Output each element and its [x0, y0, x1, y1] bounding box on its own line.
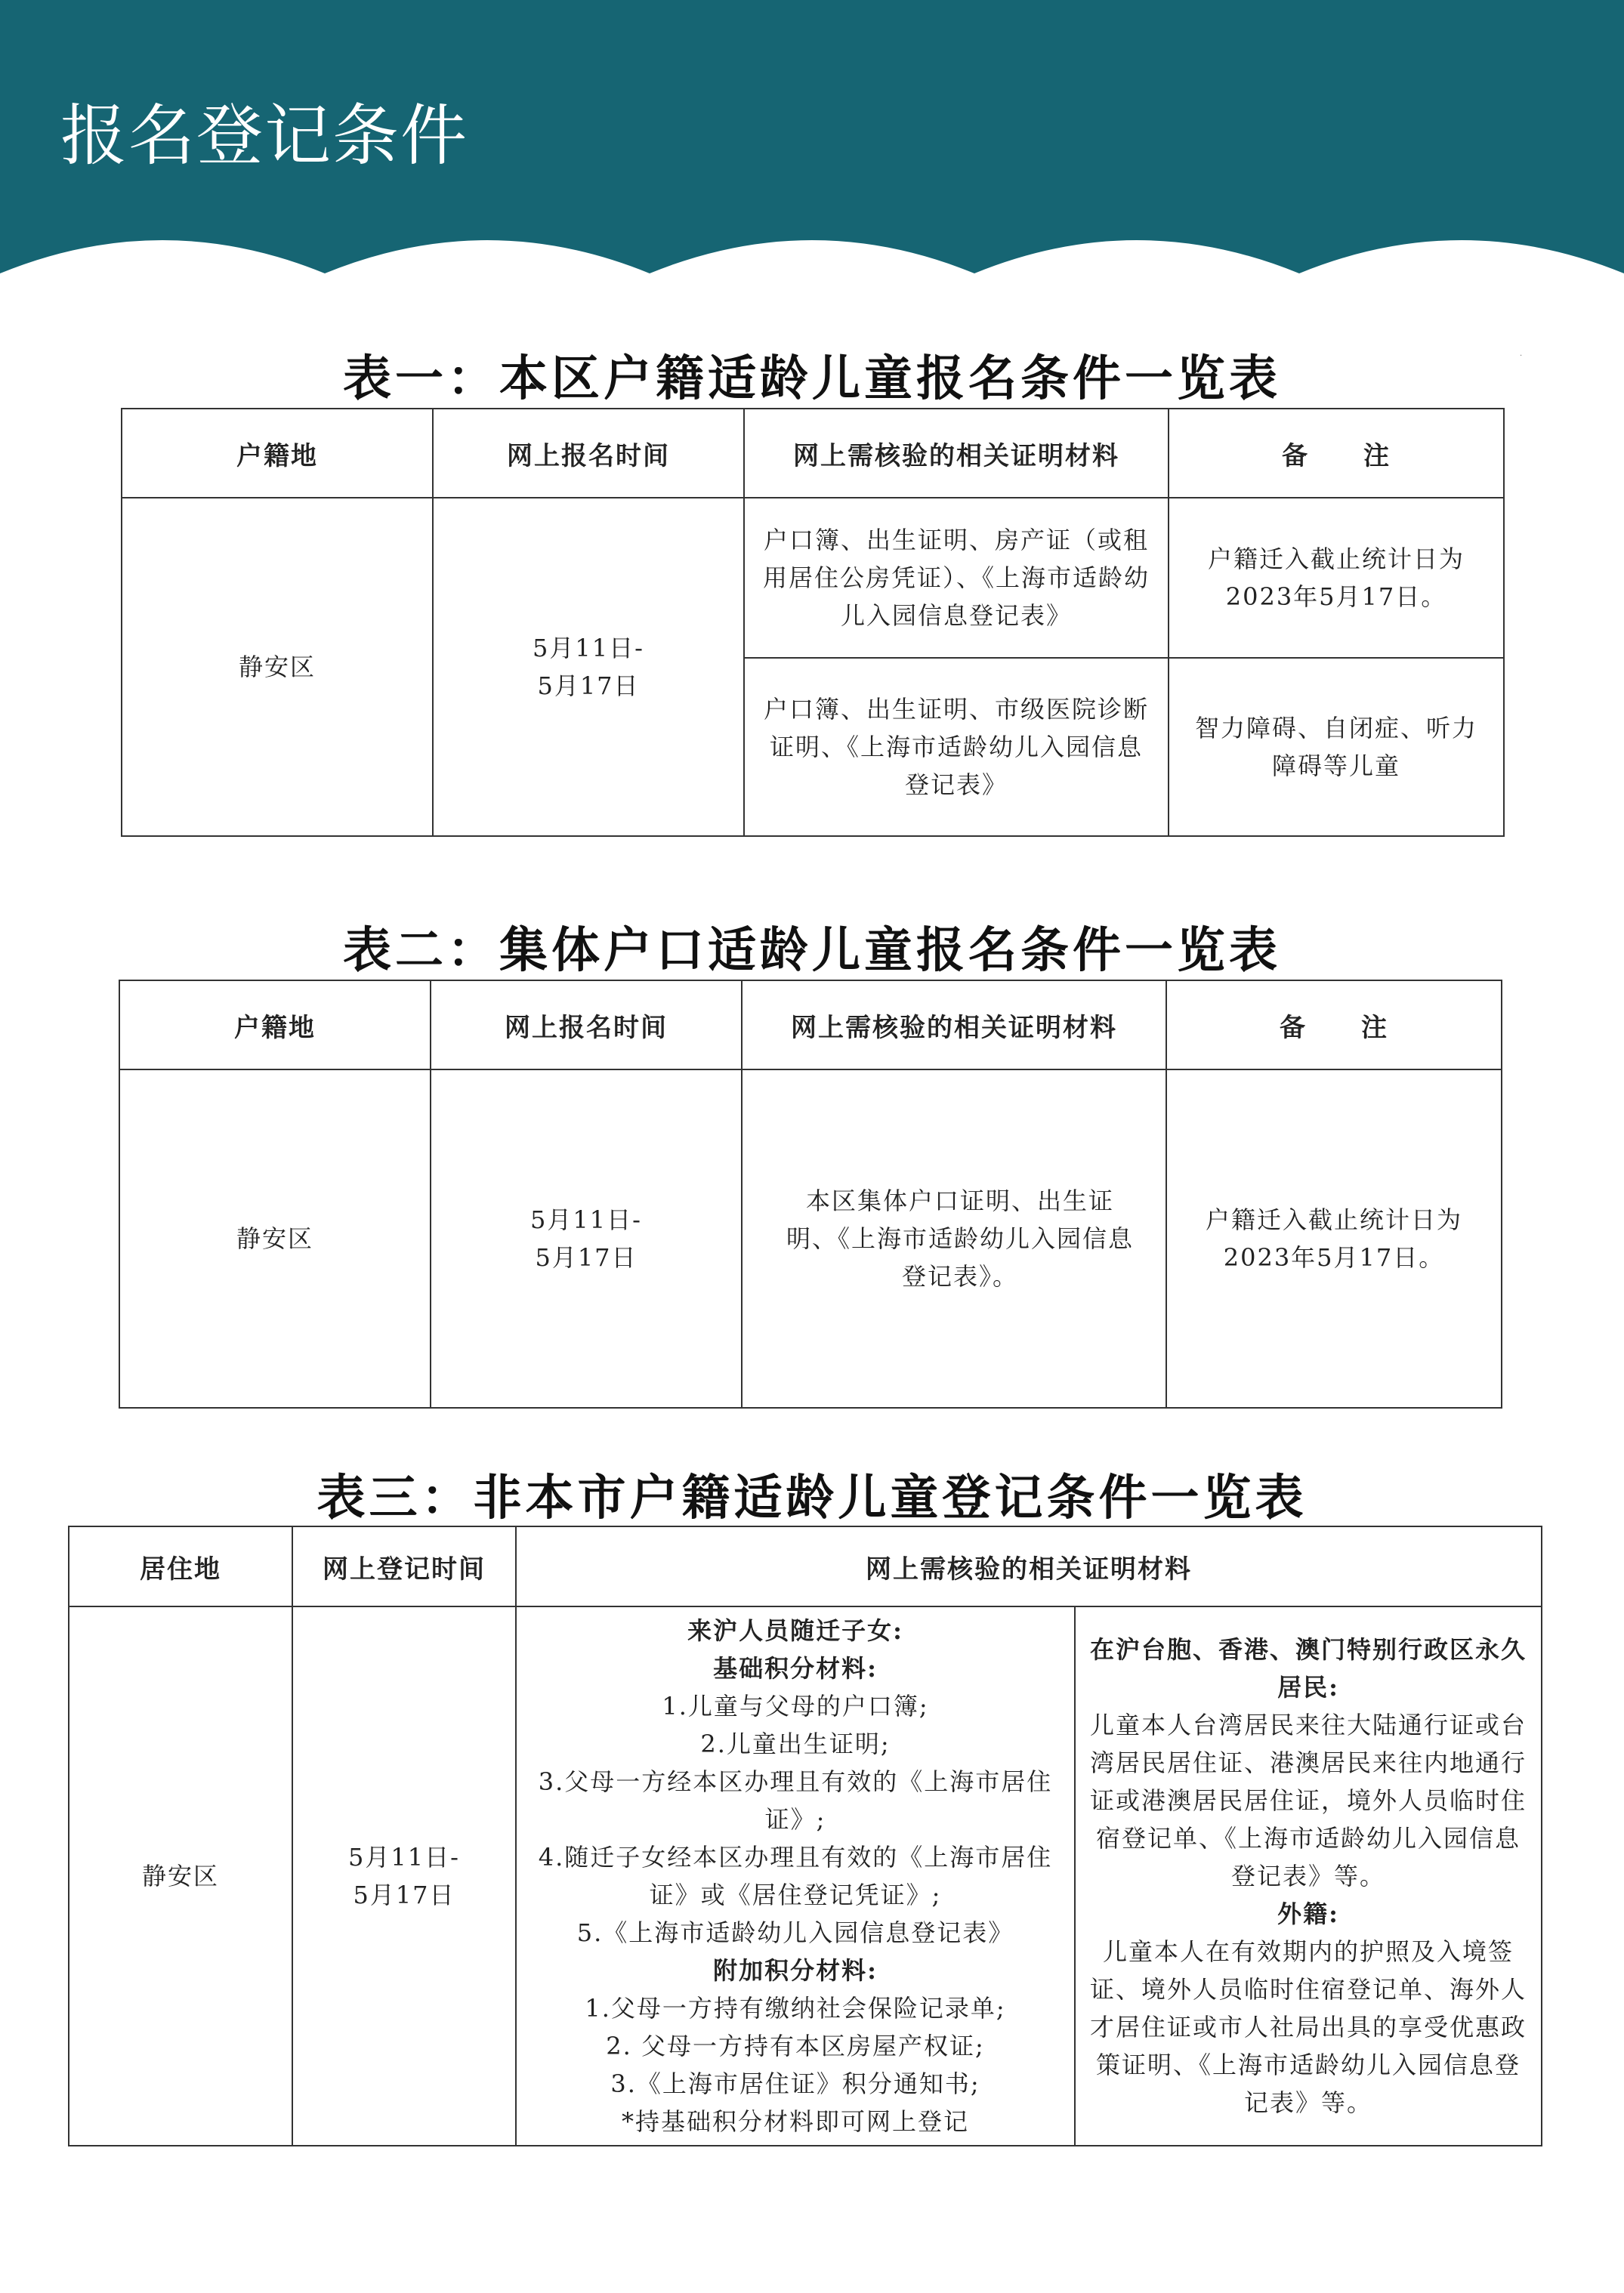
hkmt-title: 在沪台胞、香港、澳门特别行政区永久居民:: [1089, 1635, 1527, 1702]
table1: [121, 408, 1505, 837]
extra-points-title: 附加积分材料:: [713, 1956, 878, 1985]
table-row: [122, 498, 1504, 658]
table1-note-1: 户籍迁入截止统计日为2023年5月17日。: [1169, 498, 1504, 658]
table2: [119, 980, 1502, 1409]
table3-caption: 表三：非本市户籍适龄儿童登记条件一览表: [316, 1470, 1308, 1526]
table-row: [119, 1069, 1502, 1408]
table2-materials: 本区集体户口证明、出生证明、《上海市适龄幼儿入园信息登记表》。: [742, 1069, 1166, 1408]
list-item: 3.父母一方经本区办理且有效的《上海市居住证》;: [538, 1767, 1053, 1834]
table2-caption: 表二：集体户口适龄儿童报名条件一览表: [343, 922, 1281, 979]
date-line-2: 5月17日: [535, 1243, 638, 1272]
table1-materials-2: 户口簿、出生证明、市级医院诊断证明、《上海市适龄幼儿入园信息登记表》: [744, 658, 1169, 836]
date-line-2: 5月17日: [353, 1881, 455, 1909]
table1-header-household: 户籍地: [122, 409, 433, 498]
table3-header-row: [69, 1526, 1542, 1606]
table1-note-2: 智力障碍、自闭症、听力障碍等儿童: [1169, 658, 1504, 836]
header-banner: [0, 0, 1624, 287]
foreign-body: 儿童本人在有效期内的护照及入境签证、境外人员临时住宿登记单、海外人才居住证或市人社局出具的享受优惠政策证明、《上海市适龄幼儿入园信息登记表》等。: [1089, 1937, 1527, 2117]
date-line-1: 5月11日-: [530, 1205, 642, 1234]
list-item: 2.儿童出生证明;: [700, 1730, 891, 1758]
table1-caption: 表一：本区户籍适龄儿童报名条件一览表: [343, 350, 1281, 407]
basic-points-title: 基础积分材料:: [713, 1654, 878, 1683]
decorative-dot: ·: [1520, 352, 1523, 360]
table1-header-row: [122, 409, 1504, 498]
table1-materials-1: 户口簿、出生证明、房产证（或租用居住公房凭证）、《上海市适龄幼儿入园信息登记表》: [744, 498, 1169, 658]
table1-header-materials: 网上需核验的相关证明材料: [744, 409, 1169, 498]
table2-header-time: 网上报名时间: [431, 980, 742, 1069]
table3: [68, 1526, 1542, 2146]
list-item: *持基础积分材料即可网上登记: [621, 2107, 969, 2136]
list-item: 1.父母一方持有缴纳社会保险记录单;: [585, 1994, 1006, 2023]
table3-hkmt-foreign-materials: [1075, 1606, 1542, 2146]
hkmt-body: 儿童本人台湾居民来往大陆通行证或台湾居民居住证、港澳居民来往内地通行证或港澳居民居住证，境外人员临时住宿登记单、《上海市适龄幼儿入园信息登记表》等。: [1089, 1711, 1527, 1890]
table1-district: 静安区: [122, 498, 433, 836]
table2-district: 静安区: [119, 1069, 431, 1408]
list-item: 1.儿童与父母的户口簿;: [662, 1692, 929, 1721]
table3-header-residence: 居住地: [69, 1526, 292, 1606]
page-title: 报名登记条件: [60, 97, 469, 174]
date-line-2: 5月17日: [537, 671, 640, 700]
date-line-1: 5月11日-: [348, 1843, 460, 1872]
table3-header-time: 网上登记时间: [292, 1526, 516, 1606]
table3-district: 静安区: [69, 1606, 292, 2146]
table2-header-row: [119, 980, 1502, 1069]
table3-migrant-materials: [516, 1606, 1075, 2146]
table3-header-materials: 网上需核验的相关证明材料: [516, 1526, 1542, 1606]
list-item: 3.《上海市居住证》积分通知书;: [610, 2069, 980, 2098]
table2-date: [431, 1069, 742, 1408]
table3-date: [292, 1606, 516, 2146]
foreign-title: 外籍:: [1277, 1900, 1339, 1928]
table2-header-household: 户籍地: [119, 980, 431, 1069]
table2-header-notes: 备 注: [1166, 980, 1502, 1069]
list-item: 4.随迁子女经本区办理且有效的《上海市居住证》或《居住登记凭证》;: [538, 1843, 1053, 1909]
table1-header-notes: 备 注: [1169, 409, 1504, 498]
list-item: 2. 父母一方持有本区房屋产权证;: [606, 2032, 985, 2060]
table2-header-materials: 网上需核验的相关证明材料: [742, 980, 1166, 1069]
date-line-1: 5月11日-: [533, 634, 644, 662]
table2-note: 户籍迁入截止统计日为2023年5月17日。: [1166, 1069, 1502, 1408]
migrant-title: 来沪人员随迁子女:: [687, 1616, 903, 1645]
table1-header-time: 网上报名时间: [433, 409, 744, 498]
list-item: 5.《上海市适龄幼儿入园信息登记表》: [576, 1918, 1014, 1947]
table1-date: [433, 498, 744, 836]
table-row: [69, 1606, 1542, 2146]
